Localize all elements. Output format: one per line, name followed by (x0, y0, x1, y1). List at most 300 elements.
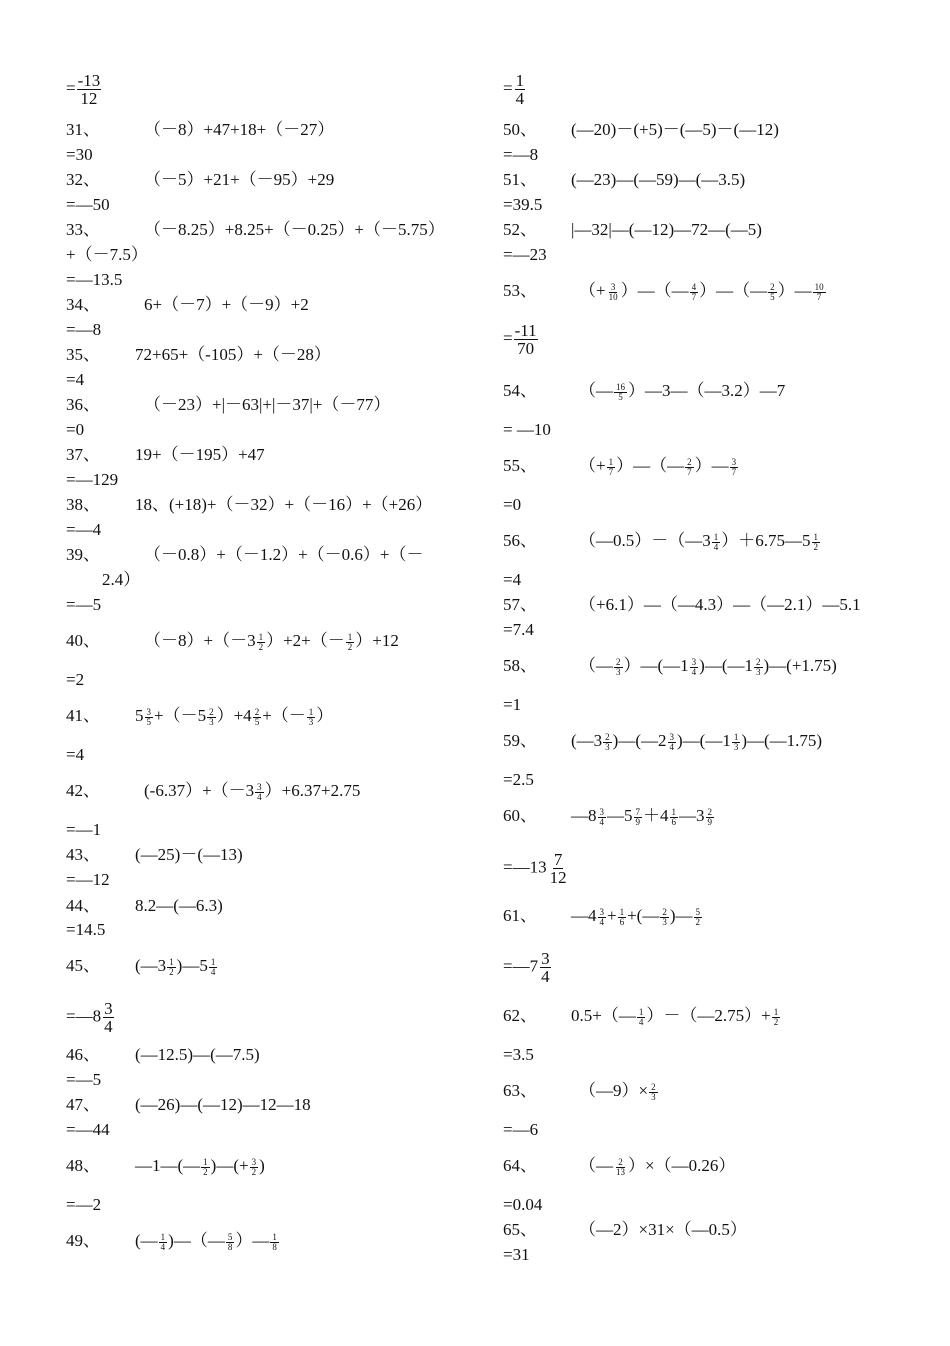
fraction (732, 733, 741, 752)
answer-prefix: = (503, 328, 513, 348)
fraction (690, 283, 699, 302)
fraction-numerator: 2 (605, 731, 610, 742)
problem-53 (503, 281, 824, 302)
problem-number: 63、 (503, 1081, 537, 1100)
problem-number: 56、 (503, 531, 537, 550)
fraction-denominator: 10 (608, 291, 618, 302)
problem-expression: |—32|—(—12)—72—(—5) (571, 220, 762, 239)
problem-answer: =0 (503, 495, 522, 514)
fraction-numerator: 2 (770, 281, 775, 292)
problem-57 (503, 595, 861, 615)
fraction (307, 708, 316, 727)
expr-part: ）+12 (355, 631, 399, 650)
answer-prefix: =—7 (503, 956, 539, 976)
expr-part: )—(—2 (612, 731, 667, 750)
fraction-denominator: 6 (619, 916, 625, 927)
expr-part: +（－ (262, 706, 306, 725)
fraction-numerator: 3 (599, 806, 604, 817)
fraction-numerator: 1 (160, 1231, 166, 1242)
fraction-denominator: 7 (816, 291, 822, 302)
fraction-numerator: 1 (272, 1231, 277, 1242)
problem-expression: （+6.1）—（—4.3）—（—2.1）—5.1 (579, 595, 861, 614)
fraction-denominator: 4 (599, 916, 604, 927)
fraction (634, 808, 643, 827)
fraction-denominator: 4 (691, 666, 697, 677)
problem-number: 45、 (66, 956, 100, 975)
problem-answer: =—23 (503, 245, 547, 264)
fraction-denominator: 2 (251, 1166, 257, 1177)
problem-number: 31、 (66, 120, 100, 139)
fraction-denominator: 3 (616, 666, 621, 677)
fraction (207, 708, 216, 727)
fraction (685, 458, 694, 477)
problem-answer (66, 1000, 116, 1035)
fraction-numerator: 2 (618, 1156, 623, 1167)
expr-part: ）—（— (616, 456, 685, 475)
fraction-denominator: 2 (695, 916, 701, 927)
fraction (201, 1158, 210, 1177)
fraction-numerator: 1 (733, 731, 739, 742)
problem-number: 39、 (66, 545, 100, 564)
fraction (514, 322, 538, 357)
fraction-denominator: 4 (713, 541, 719, 552)
fraction-numerator: 2 (662, 906, 667, 917)
fraction-numerator: 3 (610, 281, 616, 292)
fraction-numerator: 3 (257, 781, 262, 792)
problem-number: 52、 (503, 220, 537, 239)
problem-62 (503, 1006, 779, 1027)
expr-part: ）—（— (620, 281, 689, 300)
problem-number: 55、 (503, 456, 537, 475)
fraction-denominator: 3 (733, 741, 739, 752)
fraction-numerator: -11 (514, 321, 537, 340)
fraction-denominator: 4 (669, 741, 674, 752)
fraction (253, 708, 262, 727)
fraction-denominator: 2 (347, 641, 353, 652)
problem-36 (66, 395, 391, 415)
problem-expression: 18、(+18)+（－32）+（－16）+（+26） (135, 495, 433, 514)
fraction (145, 708, 154, 727)
fraction (706, 808, 715, 827)
problem-38 (66, 495, 433, 515)
fraction-numerator: 1 (619, 906, 625, 917)
fraction-denominator: 2 (258, 641, 264, 652)
expr-part: (-6.37）+（－3 (144, 781, 255, 800)
fraction (598, 908, 607, 927)
expr-part: ）— (235, 1231, 270, 1250)
expr-part: ＋4 (643, 806, 669, 825)
problem-59 (503, 731, 823, 752)
problem-43 (66, 845, 243, 865)
fraction-numerator: 1 (713, 531, 719, 542)
fraction-denominator: 4 (599, 816, 604, 827)
problem-answer: =—5 (66, 595, 102, 614)
problem-34 (66, 295, 309, 315)
fraction-denominator: 13 (616, 1166, 625, 1177)
fraction-denominator: 8 (272, 1241, 277, 1252)
fraction-numerator: 1 (203, 1156, 208, 1167)
problem-answer: =—4 (66, 520, 102, 539)
fraction (670, 808, 679, 827)
problem-number: 32、 (66, 170, 100, 189)
expr-part: ）－（—2.75）+ (646, 1006, 771, 1025)
fraction-numerator: 3 (669, 731, 674, 742)
fraction-denominator: 7 (731, 466, 737, 477)
problem-63 (503, 1081, 656, 1102)
fraction (754, 658, 763, 677)
problem-answer: =—8 (66, 320, 102, 339)
problem-number: 57、 (503, 595, 537, 614)
problem-answer: =—6 (503, 1120, 539, 1139)
fraction (209, 958, 218, 977)
answer-line (503, 72, 527, 107)
problem-number: 53、 (503, 281, 537, 300)
fraction-numerator: 5 (695, 906, 701, 917)
fraction-denominator: 5 (146, 716, 151, 727)
problem-number: 60、 (503, 806, 537, 825)
problem-expression-continued: 2.4） (102, 570, 141, 589)
fraction-numerator: 7 (635, 806, 640, 817)
problem-number: 41、 (66, 706, 100, 725)
problem-number: 48、 (66, 1156, 100, 1175)
fraction-denominator: 4 (104, 1017, 113, 1036)
fraction (768, 283, 777, 302)
fraction-numerator: 3 (691, 656, 697, 667)
problem-number: 58、 (503, 656, 537, 675)
problem-40 (66, 631, 399, 652)
problem-answer: =31 (503, 1245, 530, 1264)
problem-45 (66, 956, 216, 977)
fraction-numerator: 3 (599, 906, 604, 917)
expr-part: )—5 (176, 956, 208, 975)
expr-part: （+ (579, 281, 606, 300)
fraction (813, 283, 826, 302)
fraction (668, 733, 677, 752)
fraction-denominator: 8 (227, 1241, 233, 1252)
fraction (618, 908, 627, 927)
expr-part: ）+4 (216, 706, 252, 725)
fraction-numerator: 1 (813, 531, 818, 542)
fraction-denominator: 4 (541, 967, 550, 986)
fraction (694, 908, 703, 927)
problem-number: 34、 (66, 295, 100, 314)
fraction-numerator: 2 (616, 656, 621, 667)
fraction-numerator: 3 (104, 999, 113, 1018)
problem-expression: (—12.5)—(—7.5) (135, 1045, 260, 1064)
fraction (730, 458, 739, 477)
expr-part: )—(—1 (699, 656, 753, 675)
fraction (346, 633, 355, 652)
expr-part: （— (579, 656, 613, 675)
fraction-denominator: 3 (756, 666, 761, 677)
problem-number: 61、 (503, 906, 537, 925)
problem-58 (503, 656, 837, 677)
expr-part: —4 (571, 906, 597, 925)
fraction-numerator: 10 (814, 281, 824, 292)
fraction (257, 633, 266, 652)
problem-expression: 19+（－195）+47 (135, 445, 265, 464)
fraction-numerator: 1 (258, 631, 264, 642)
fraction-numerator: 5 (227, 1231, 233, 1242)
problem-answer: =2.5 (503, 770, 534, 789)
fraction-numerator: 3 (731, 456, 737, 467)
fraction-numerator: 1 (347, 631, 353, 642)
fraction-numerator: 2 (254, 706, 260, 717)
answer-prefix: = (503, 78, 513, 98)
fraction-numerator: 1 (210, 956, 216, 967)
problem-answer: = —10 (503, 420, 551, 439)
problem-number: 33、 (66, 220, 100, 239)
problem-33 (66, 220, 445, 240)
problem-answer: =39.5 (503, 195, 543, 214)
problem-answer: =4 (66, 745, 85, 764)
fraction-denominator: 3 (651, 1091, 656, 1102)
fraction (660, 908, 669, 927)
problem-number: 62、 (503, 1006, 537, 1025)
fraction-numerator: 1 (169, 956, 174, 967)
problem-number: 51、 (503, 170, 537, 189)
fraction-numerator: 2 (707, 806, 712, 817)
answer-prefix: = (66, 78, 76, 98)
expr-part: ）— (694, 456, 729, 475)
right-column (503, 0, 923, 1346)
problem-48 (66, 1156, 265, 1177)
problem-expression: 6+（－7）+（－9）+2 (144, 295, 309, 314)
problem-answer (503, 322, 539, 357)
problem-answer (503, 851, 570, 886)
problem-37 (66, 445, 265, 465)
fraction (712, 533, 721, 552)
problem-answer: =—8 (503, 145, 539, 164)
problem-47 (66, 1095, 311, 1115)
problem-41 (66, 706, 334, 727)
problem-number: 65、 (503, 1220, 537, 1239)
problem-answer: =0.04 (503, 1195, 543, 1214)
fraction-numerator: 3 (146, 706, 151, 717)
fraction-denominator: 3 (308, 716, 314, 727)
problem-answer: =—2 (66, 1195, 102, 1214)
fraction (102, 1000, 115, 1035)
fraction-denominator: 12 (80, 89, 98, 108)
fraction-denominator: 6 (671, 816, 676, 827)
problem-answer: =3.5 (503, 1045, 534, 1064)
answer-prefix: =—8 (66, 1006, 102, 1026)
fraction-denominator: 7 (687, 466, 692, 477)
expr-part: ）—（— (699, 281, 768, 300)
problem-35 (66, 345, 331, 365)
fraction (614, 383, 627, 402)
fraction-numerator: 1 (308, 706, 314, 717)
fraction-numerator: 2 (209, 706, 214, 717)
problem-number: 47、 (66, 1095, 100, 1114)
expr-part: （— (579, 1156, 613, 1175)
problem-expression: （－8）+47+18+（－27） (144, 120, 335, 139)
problem-expression: (—26)—(—12)—12—18 (135, 1095, 311, 1114)
problem-expression: 8.2—(—6.3) (135, 896, 223, 915)
fraction (598, 808, 607, 827)
problem-56 (503, 531, 818, 552)
fraction-numerator: 1 (671, 806, 676, 817)
problem-number: 38、 (66, 495, 100, 514)
fraction (690, 658, 699, 677)
expr-part: )—(—1 (677, 731, 731, 750)
fraction (603, 733, 612, 752)
problem-answer: =—5 (66, 1070, 102, 1089)
fraction-numerator: 3 (541, 949, 550, 968)
fraction-numerator: 2 (687, 456, 692, 467)
fraction (649, 1083, 658, 1102)
expr-part: )—(+1.75) (763, 656, 837, 675)
problem-answer: =0 (66, 420, 85, 439)
fraction (548, 851, 569, 886)
problem-44 (66, 896, 223, 916)
fraction-denominator: 5 (618, 391, 623, 402)
problem-expression: （－0.8）+（－1.2）+（－0.6）+（－ (144, 545, 424, 564)
fraction-numerator: 2 (651, 1081, 656, 1092)
fraction-denominator: 4 (160, 1241, 166, 1252)
problem-answer: =—13.5 (66, 270, 123, 289)
problem-52 (503, 220, 762, 240)
fraction-denominator: 3 (662, 916, 667, 927)
fraction-numerator: 1 (773, 1006, 779, 1017)
fraction (514, 72, 527, 107)
problem-answer: =—50 (66, 195, 110, 214)
expr-part: (— (135, 1231, 158, 1250)
fraction (159, 1233, 168, 1252)
problem-number: 42、 (66, 781, 100, 800)
expr-part: ）+6.37+2.75 (264, 781, 361, 800)
problem-number: 44、 (66, 896, 100, 915)
fraction-denominator: 12 (549, 868, 567, 887)
problem-answer: =4 (503, 570, 522, 589)
fraction-numerator: 2 (756, 656, 761, 667)
problem-number: 40、 (66, 631, 100, 650)
problem-answer: =14.5 (66, 920, 106, 939)
fraction-denominator: 70 (517, 339, 535, 358)
problem-expression: （－5）+21+（－95）+29 (144, 170, 335, 189)
fraction-numerator: 7 (553, 850, 563, 869)
fraction (607, 283, 620, 302)
problem-answer: =2 (66, 670, 85, 689)
expr-part: + (607, 906, 617, 925)
fraction-denominator: 3 (605, 741, 610, 752)
problem-answer: =1 (503, 695, 522, 714)
expr-part: （— (579, 381, 613, 400)
fraction-denominator: 5 (254, 716, 260, 727)
problem-51 (503, 170, 746, 190)
problem-expression: (—23)—(—59)—(—3.5) (571, 170, 746, 189)
fraction (226, 1233, 235, 1252)
fraction-denominator: 5 (770, 291, 775, 302)
expr-part: )—(+ (210, 1156, 249, 1175)
fraction-numerator: 1 (608, 456, 614, 467)
problem-number: 35、 (66, 345, 100, 364)
expr-part: 0.5+（— (571, 1006, 636, 1025)
fraction-denominator: 7 (691, 291, 697, 302)
expr-part: ）—3—（—3.2）—7 (628, 381, 786, 400)
fraction-denominator: 4 (638, 1016, 644, 1027)
expr-part: 5 (135, 706, 144, 725)
left-column (66, 0, 466, 1346)
problem-number: 49、 (66, 1231, 100, 1250)
fraction (614, 1158, 627, 1177)
problem-42 (66, 781, 361, 802)
problem-39 (66, 545, 424, 565)
problem-61 (503, 906, 701, 927)
problem-number: 43、 (66, 845, 100, 864)
fraction-denominator: 2 (813, 541, 818, 552)
problem-expression: (—20)－(+5)－(—5)－(—12) (571, 120, 779, 139)
problem-55 (503, 456, 737, 477)
fraction-denominator: 9 (707, 816, 712, 827)
fraction-numerator: 16 (616, 381, 625, 392)
expr-part: ） (316, 706, 334, 725)
fraction-numerator: -13 (77, 71, 101, 90)
fraction-denominator: 4 (210, 966, 216, 977)
problem-number: 54、 (503, 381, 537, 400)
problem-60 (503, 806, 712, 827)
fraction (812, 533, 821, 552)
fraction-numerator: 1 (638, 1006, 644, 1017)
expr-part: (—3 (571, 731, 603, 750)
problem-answer: =4 (66, 370, 85, 389)
fraction (250, 1158, 259, 1177)
fraction-numerator: 4 (691, 281, 697, 292)
fraction (539, 950, 552, 985)
expr-part: —5 (607, 806, 633, 825)
fraction-numerator: 1 (515, 71, 525, 90)
fraction-denominator: 3 (209, 716, 214, 727)
problem-number: 50、 (503, 120, 537, 139)
expr-part: )—（— (168, 1231, 225, 1250)
problem-expression-continued: +（－7.5） (66, 245, 148, 264)
expr-part: —3 (679, 806, 705, 825)
problem-31 (66, 120, 335, 140)
expr-part: ）＋6.75—5 (721, 531, 811, 550)
fraction (637, 1008, 646, 1027)
problem-expression: （－23）+|－63|+|－37|+（－77） (144, 395, 391, 414)
expr-part: +(— (627, 906, 660, 925)
fraction-numerator: 3 (251, 1156, 257, 1167)
fraction-denominator: 4 (257, 791, 262, 802)
expr-part: —8 (571, 806, 597, 825)
answer-line (66, 72, 102, 107)
fraction (167, 958, 176, 977)
expr-part: )— (669, 906, 693, 925)
problem-answer: =—129 (66, 470, 119, 489)
fraction-denominator: 7 (608, 466, 614, 477)
problem-answer: =30 (66, 145, 93, 164)
problem-49 (66, 1231, 277, 1252)
expr-part: +（－5 (154, 706, 207, 725)
fraction (270, 1233, 279, 1252)
fraction-denominator: 2 (773, 1016, 779, 1027)
fraction-denominator: 9 (635, 816, 640, 827)
problem-number: 59、 (503, 731, 537, 750)
problem-answer: =—12 (66, 870, 110, 889)
problem-expression: (—25)－(—13) (135, 845, 243, 864)
problem-expression: （－8.25）+8.25+（－0.25）+（－5.75） (144, 220, 445, 239)
fraction (255, 783, 264, 802)
expr-part: ）×（—0.26） (628, 1156, 736, 1175)
problem-number: 64、 (503, 1156, 537, 1175)
fraction (614, 658, 623, 677)
fraction (607, 458, 616, 477)
expr-part: ）+2+（－ (266, 631, 345, 650)
expr-part: （—9）× (579, 1081, 649, 1100)
fraction-denominator: 2 (203, 1166, 208, 1177)
expr-part: —1—(— (135, 1156, 201, 1175)
